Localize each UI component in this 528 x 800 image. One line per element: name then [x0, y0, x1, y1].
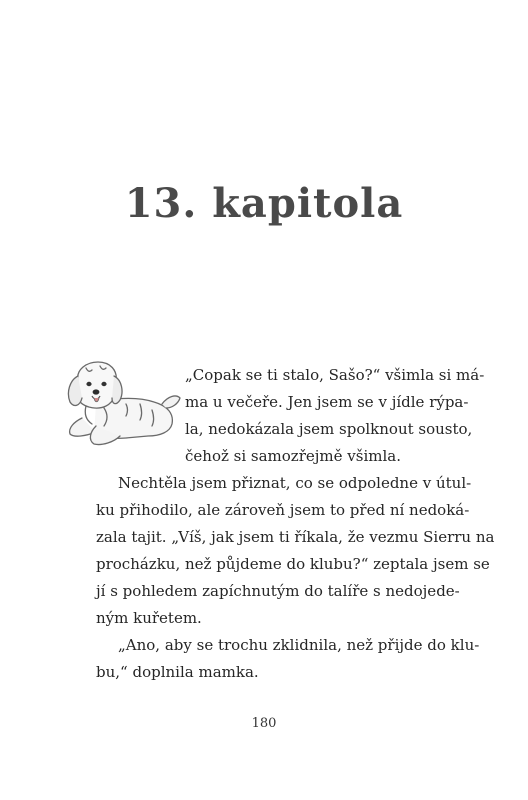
- text-line: ku přihodilo, ale zároveň jsem to před ní nedoká-: [96, 501, 470, 519]
- text-line: „Copak se ti stalo, Sašo?“ všimla si má-: [185, 366, 485, 384]
- chapter-title: 13. kapitola: [124, 180, 404, 227]
- text-line: procházku, než půjdeme do klubu?“ zeptala jsem se: [96, 555, 490, 573]
- paragraph-2: [96, 470, 495, 632]
- text-line: ným kuřetem.: [96, 609, 202, 627]
- text-line: zala tajit. „Víš, jak jsem ti říkala, že vezmu Sierru na: [96, 528, 495, 546]
- text-line: čehož si samozřejmě všimla.: [185, 447, 401, 465]
- paragraph-3: [96, 632, 480, 686]
- page-number: 180: [251, 716, 277, 731]
- text-line: Nechtěla jsem přiznat, co se odpoledne v útul-: [118, 474, 472, 492]
- text-line: „Ano, aby se trochu zklidnila, než přijde do klu-: [118, 636, 480, 654]
- text-line: ma u večeře. Jen jsem se v jídle rýpa-: [185, 393, 469, 411]
- text-line: jí s pohledem zapíchnutým do talíře s nedojede-: [96, 582, 460, 600]
- text-line: bu,“ doplnila mamka.: [96, 663, 259, 681]
- paragraph-1: [185, 362, 485, 470]
- dog-illustration: [56, 358, 184, 450]
- text-line: la, nedokázala jsem spolknout sousto,: [185, 420, 473, 438]
